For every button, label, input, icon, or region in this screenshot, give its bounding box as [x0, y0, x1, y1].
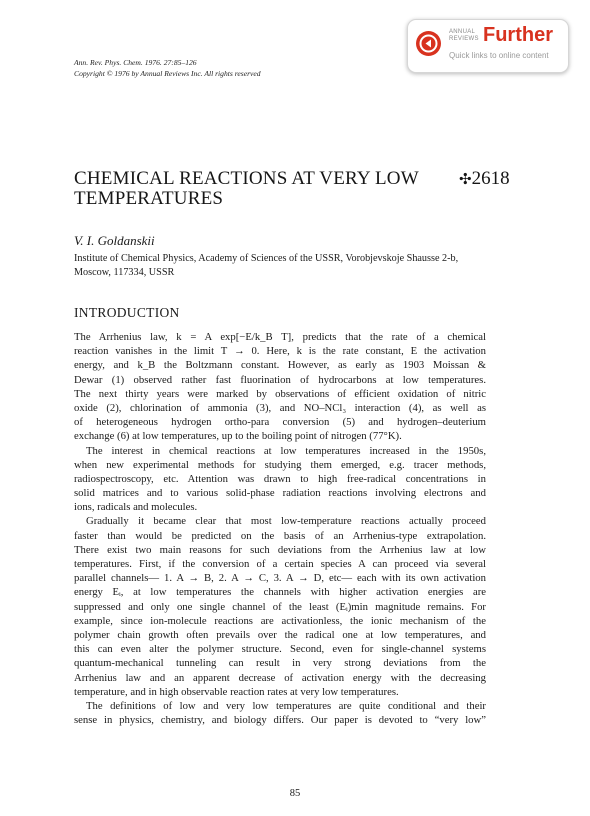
text-line: The Arrhenius law, k = A exp[−E/k_B T], predicts that the rate of a chemical [74, 331, 486, 343]
text-line: The definitions of low and very low temperatures are quite conditional and their [86, 699, 486, 712]
further-tagline: Quick links to online content [449, 51, 549, 60]
text-line: faster than would be predicted on the basis of an Arrhenius-type extrapolation. [74, 529, 486, 542]
text-line: There exist two main reasons for such deviations from the Arrhenius law at low [74, 543, 486, 556]
text-line: energy Eᵢ, at low temperatures the channels with higher activation energies are [74, 586, 486, 599]
article-title [74, 169, 434, 209]
author-name: V. I. Goldanskii [74, 233, 155, 248]
further-banner[interactable] [407, 19, 569, 73]
text-line: reaction vanishes in the limit T → 0. Here, k is the rate constant, E the activation [74, 345, 486, 358]
article-number-value: 2618 [471, 168, 510, 189]
affiliation-line-1: Institute of Chemical Physics, Academy of Sciences of the USSR, Vorobjevskoje Shausse 2-b, [74, 253, 459, 264]
body-text [74, 330, 486, 727]
text-line: this can even alter the polymer structure. Second, even for single-channel systems [74, 643, 486, 656]
text-line: sense in physics, chemistry, and biology differs. Our paper is devoted to “very low” [74, 714, 486, 727]
further-wordmark: Further [483, 24, 553, 46]
text-line: quantum-mechanical tunneling can result in very strong deviations from the [74, 657, 486, 670]
text-line: The interest in chemical reactions at low temperatures increased in the 1950s, [86, 444, 486, 457]
text-line: temperatures. First, if the conversion of a certain species A can proceed via several [74, 558, 486, 570]
text-line: temperature, and in high observable reaction rates at very low temperatures. [74, 685, 399, 698]
text-line: solid matrices and to various solid-phase radiation reactions involving electrons and [74, 487, 486, 500]
author-affiliation [74, 252, 494, 280]
section-heading: INTRODUCTION [74, 305, 180, 320]
article-title-line-1: CHEMICAL REACTIONS AT VERY LOW [74, 168, 419, 189]
affiliation-line-2: Moscow, 117334, USSR [74, 267, 175, 278]
text-line: The next thirty years were marked by observations of efficient oxidation of nitric [74, 387, 486, 400]
journal-reference [74, 57, 261, 79]
article-number [459, 169, 510, 190]
text-line: Gradually it became clear that most low-temperature reactions actually proceed [86, 515, 486, 528]
text-line: suppressed and only one single channel of the least (Eᵢ)min magnitude remains. For [74, 600, 486, 613]
text-line: exchange (6) at low temperatures, up to the boiling point of nitrogen (77°K). [74, 430, 402, 443]
text-line: Dewar (1) observed rather fast fluorination of hydrocarbons at low temperatures. [74, 373, 486, 386]
copyright-line: Copyright © 1976 by Annual Reviews Inc. All rights reserved [74, 69, 261, 78]
text-line: when new experimental methods for studying them emerged, e.g. tracer methods, [74, 458, 486, 471]
paragraph [74, 330, 486, 444]
annual-reviews-wordmark [449, 29, 479, 43]
page-number: 85 [289, 788, 301, 799]
article-mark-icon: ✣ [459, 172, 472, 188]
journal-citation: Ann. Rev. Phys. Chem. 1976. 27:85–126 [74, 58, 197, 67]
text-line: of heterogeneous hydrogen ortho-para conversion (5) and hydrogen–deuterium [74, 416, 486, 429]
wordmark-line-1: ANNUAL [449, 29, 476, 35]
paragraph [74, 444, 486, 515]
annual-reviews-play-logo-icon [416, 31, 441, 56]
text-line: oxide (2), chlorination of ammonia (3), and NO–NCl₃ interaction (4), as well as [74, 401, 486, 414]
text-line: ions, radicals and molecules. [74, 501, 198, 514]
wordmark-line-2: REVIEWS [449, 36, 479, 42]
text-line: polymer chain growth often prevails over the radical one at low temperatures, and [74, 628, 486, 641]
text-line: Arrhenius law and an apparent decrease of activation energy with the decreasing [74, 671, 486, 684]
text-line: example, since ion-molecule reactions are activationless, the ionic mechanism of the [74, 614, 486, 627]
text-line: parallel channels— 1. A → B, 2. A → C, 3. A → D, etc— each with its own activation [74, 572, 486, 585]
text-line: energy, and k_B the Boltzmann constant. However, as early as 1903 Moissan & [74, 359, 486, 372]
text-line: radiospectroscopy, etc. Attention was drawn to high free-radical concentrations in [74, 472, 486, 485]
paragraph [74, 514, 486, 698]
paragraph [74, 699, 486, 727]
article-title-line-2: TEMPERATURES [74, 188, 224, 209]
